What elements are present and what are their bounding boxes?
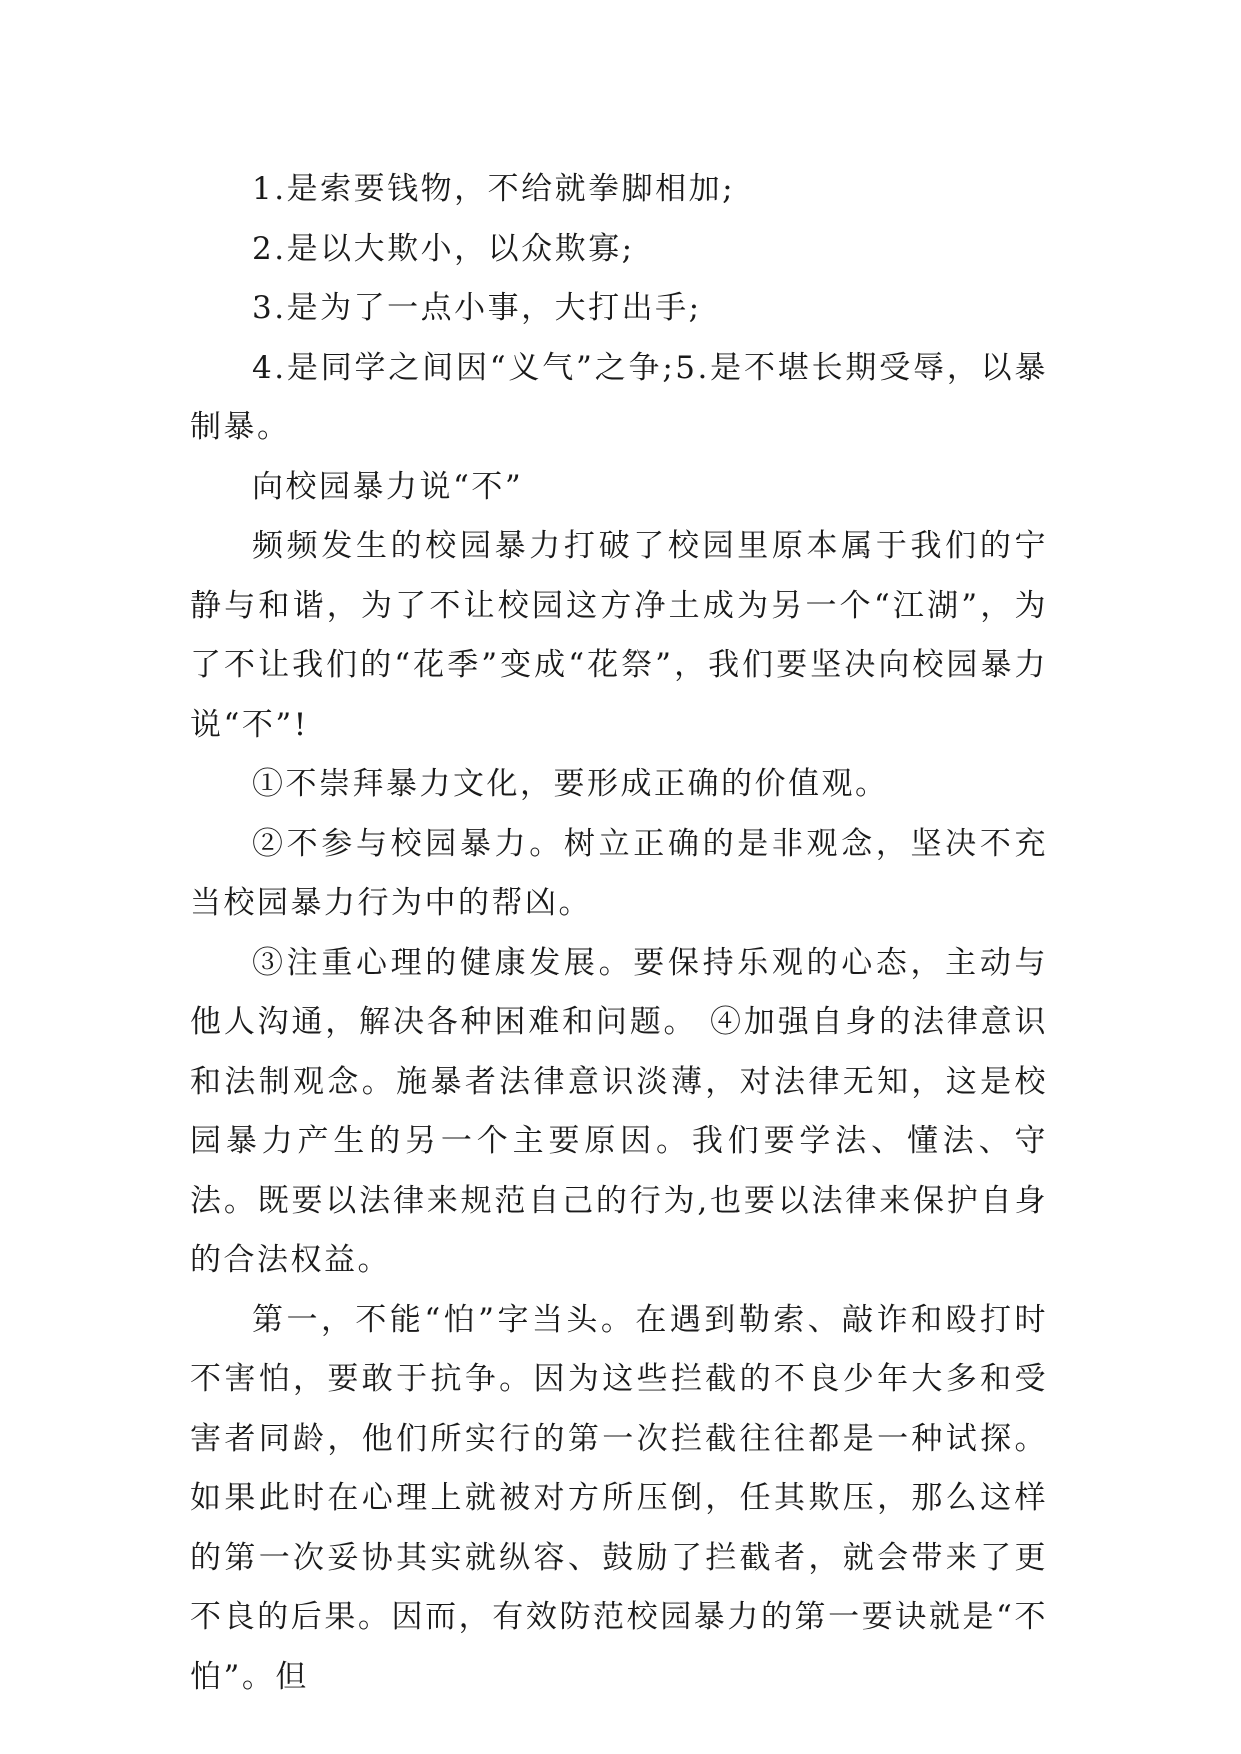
paragraph-point-3-4: ③注重心理的健康发展。要保持乐观的心态，主动与他人沟通，解决各种困难和问题。 ④加强自身的法律意识和法制观念。施暴者法律意识淡薄，对法律无知，这是校园暴力产生的另一个主要原因。我们要学法、懂法、守法。既要以法律来规范自己的行为,也要以法律来保护自身的合法权益。: [190, 944, 1048, 1278]
paragraph-item-2: 2.是以大欺小，以众欺寡;: [252, 230, 635, 267]
paragraph-item-3: 3.是为了一点小事，大打出手;: [252, 290, 702, 326]
paragraph-intro: 频频发生的校园暴力打破了校园里原本属于我们的宁静与和谐，为了不让校园这方净土成为另一个“江湖”，为了不让我们的“花季”变成“花祭”，我们要坚决向校园暴力说“不”!: [190, 528, 1048, 743]
paragraph-item-1: 1.是索要钱物，不给就拳脚相加;: [252, 171, 736, 207]
paragraph-point-2: ②不参与校园暴力。树立正确的是非观念，坚决不充当校园暴力行为中的帮凶。: [190, 825, 1048, 921]
paragraph-first-advice: 第一，不能“怕”字当头。在遇到勒索、敲诈和殴打时不害怕，要敢于抗争。因为这些拦截的不良少年大多和受害者同龄，他们所实行的第一次拦截往往都是一种试探。如果此时在心理上就被对方所压倒，任其欺压，那么这样的第一次妥协其实就纵容、鼓励了拦截者，就会带来了更不良的后果。因而，有效防范校园暴力的第一要诀就是“不怕”。但: [190, 1301, 1048, 1695]
paragraph-point-1: ①不崇拜暴力文化，要形成正确的价值观。: [252, 766, 889, 802]
section-heading: 向校园暴力说“不”: [252, 468, 524, 505]
document-body: [190, 160, 1048, 1707]
paragraph-item-4: 4.是同学之间因“义气”之争;5.是不堪长期受辱，以暴制暴。: [190, 349, 1048, 445]
